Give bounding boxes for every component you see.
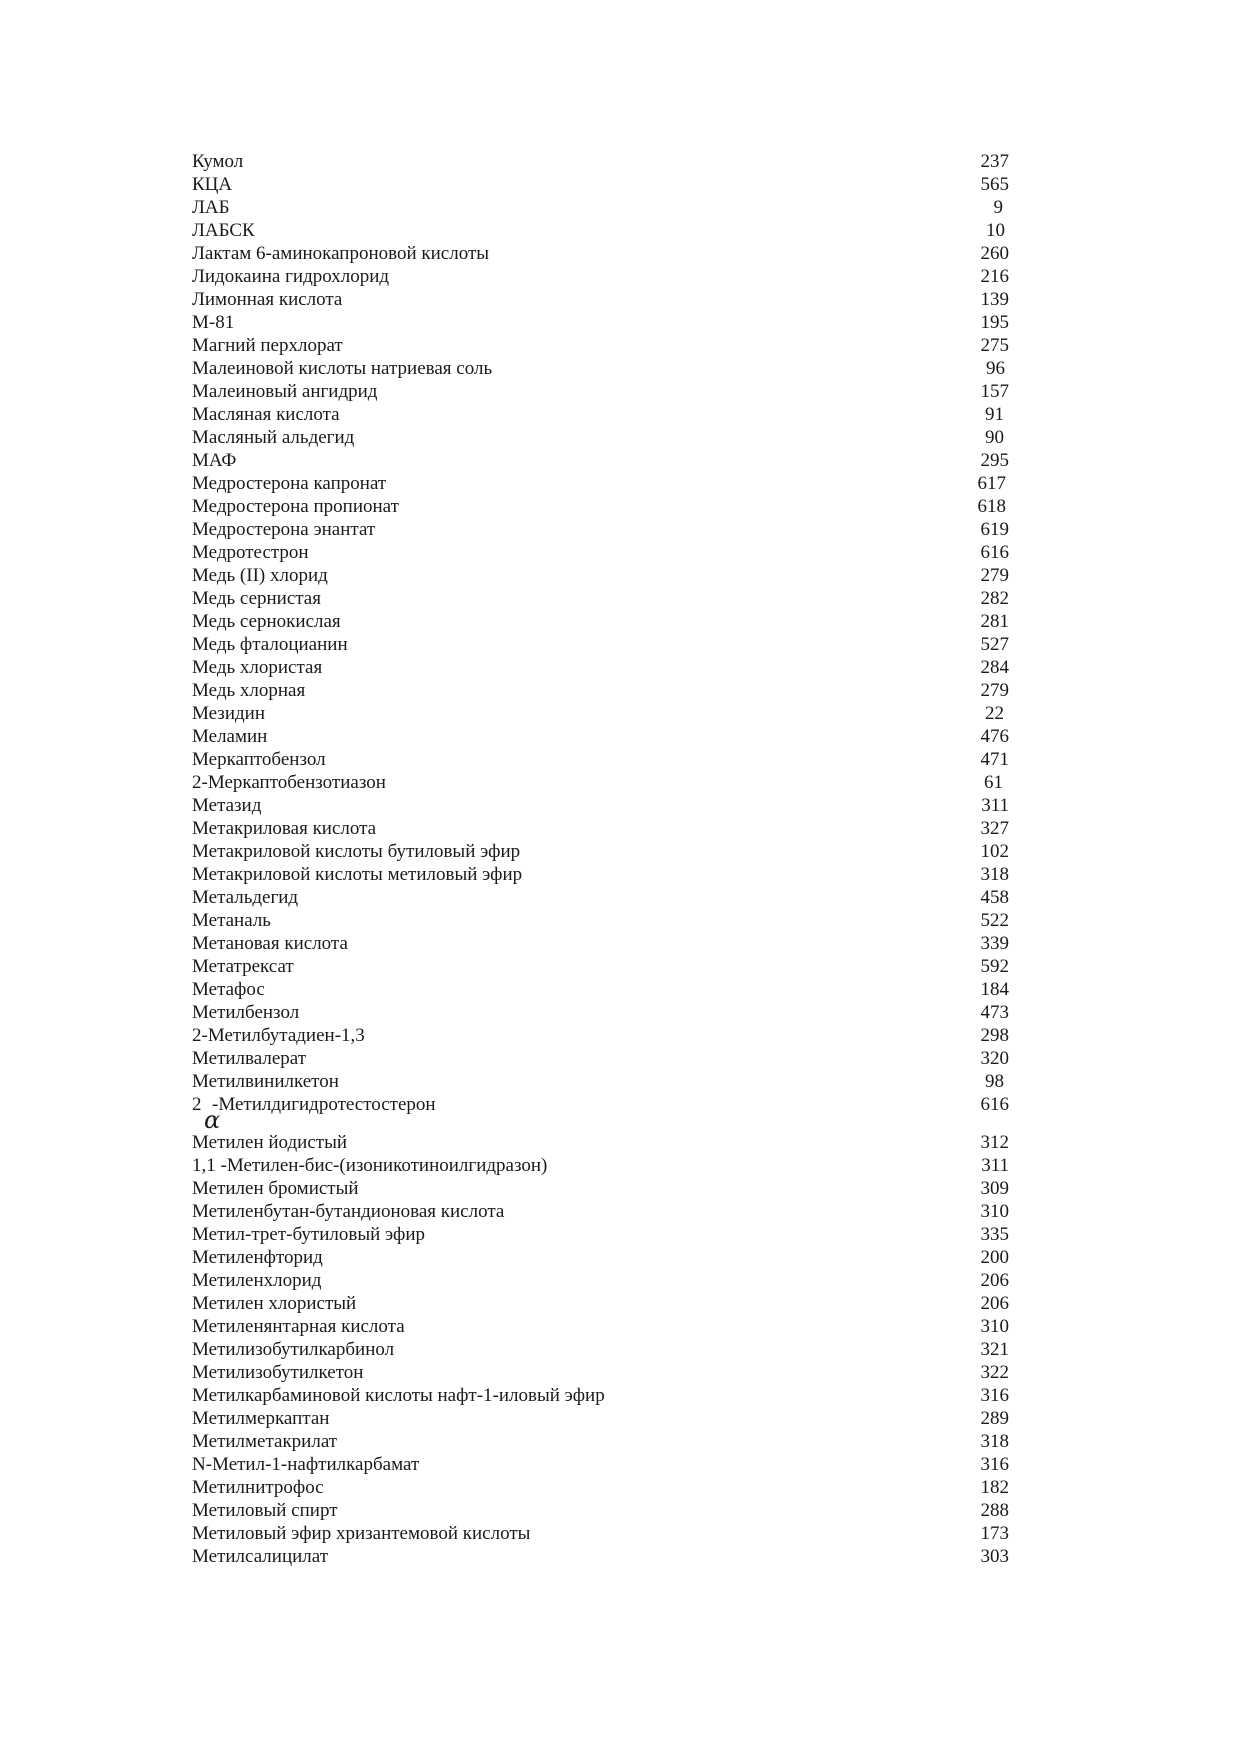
index-list xyxy=(192,150,1022,1568)
index-entry-term: Метилен бромистый xyxy=(192,1178,359,1199)
index-entry-term: Лимонная кислота xyxy=(192,289,343,310)
index-entry-term: Метилизобутилкарбинол xyxy=(192,1339,395,1360)
index-entry-page: 157 xyxy=(980,381,1009,402)
index-entry xyxy=(192,426,1022,449)
index-entry-term: Метилен йодистый xyxy=(192,1132,348,1153)
index-entry xyxy=(192,150,1022,173)
index-entry-page: 471 xyxy=(980,749,1009,770)
index-entry-term: Масляный альдегид xyxy=(192,427,355,448)
index-entry xyxy=(192,173,1022,196)
index-entry xyxy=(192,1269,1022,1292)
index-entry-page: 303 xyxy=(980,1546,1009,1567)
index-entry-term: Метиленянтарная кислота xyxy=(192,1316,405,1337)
index-entry-term xyxy=(192,1093,436,1134)
index-entry-page: 96 xyxy=(986,358,1005,379)
index-entry-term: Медростерона пропионат xyxy=(192,496,399,517)
index-entry-page: 279 xyxy=(980,565,1009,586)
index-entry-page: 91 xyxy=(985,404,1004,425)
index-entry-term: Метил-трет-бутиловый эфир xyxy=(192,1224,426,1245)
index-entry xyxy=(192,518,1022,541)
index-entry-term: Метилметакрилат xyxy=(192,1431,338,1452)
index-entry xyxy=(192,1338,1022,1361)
index-entry-page: 335 xyxy=(980,1224,1009,1245)
index-entry xyxy=(192,840,1022,863)
index-entry xyxy=(192,1545,1022,1568)
index-entry-page: 316 xyxy=(980,1454,1009,1475)
index-entry-page: 311 xyxy=(981,795,1009,816)
index-entry-page: 295 xyxy=(980,450,1009,471)
index-entry-term: Метатрексат xyxy=(192,956,294,977)
index-entry xyxy=(192,725,1022,748)
index-entry-page: 616 xyxy=(980,542,1009,563)
index-entry xyxy=(192,932,1022,955)
index-entry-page: 310 xyxy=(980,1316,1009,1337)
term-prefix: 2 xyxy=(192,1094,202,1115)
index-entry-term: Метилвинилкетон xyxy=(192,1071,339,1092)
index-entry-term: Медростерона энантат xyxy=(192,519,376,540)
index-entry-page: 619 xyxy=(980,519,1009,540)
index-entry xyxy=(192,771,1022,794)
index-entry xyxy=(192,495,1022,518)
index-entry-term: Метальдегид xyxy=(192,887,299,908)
index-entry-page: 206 xyxy=(980,1270,1009,1291)
index-entry-page: 327 xyxy=(980,818,1009,839)
index-entry-term: Метакриловая кислота xyxy=(192,818,377,839)
index-entry-term: Малеиновой кислоты натриевая соль xyxy=(192,358,493,379)
index-entry-page: 616 xyxy=(980,1094,1009,1115)
index-entry xyxy=(192,886,1022,909)
index-entry-page: 309 xyxy=(980,1178,1009,1199)
index-entry-term: Метилвалерат xyxy=(192,1048,307,1069)
index-entry-page: 275 xyxy=(980,335,1009,356)
index-entry-term: Метилизобутилкетон xyxy=(192,1362,364,1383)
index-entry xyxy=(192,288,1022,311)
index-entry-page: 320 xyxy=(980,1048,1009,1069)
index-entry-term: Метилнитрофос xyxy=(192,1477,324,1498)
index-entry xyxy=(192,1131,1022,1154)
index-entry-page: 260 xyxy=(980,243,1009,264)
index-entry-term: Меламин xyxy=(192,726,268,747)
index-entry xyxy=(192,1522,1022,1545)
index-entry-term: Метилмеркаптан xyxy=(192,1408,330,1429)
index-entry xyxy=(192,978,1022,1001)
index-entry-page: 527 xyxy=(980,634,1009,655)
index-entry xyxy=(192,1453,1022,1476)
index-entry-page: 216 xyxy=(980,266,1009,287)
index-entry xyxy=(192,909,1022,932)
index-entry xyxy=(192,656,1022,679)
index-entry-term: Малеиновый ангидрид xyxy=(192,381,378,402)
index-entry xyxy=(192,587,1022,610)
index-entry xyxy=(192,311,1022,334)
index-entry-term: Метилен хлористый xyxy=(192,1293,357,1314)
index-entry-page: 288 xyxy=(980,1500,1009,1521)
index-entry xyxy=(192,564,1022,587)
index-entry-page: 310 xyxy=(980,1201,1009,1222)
index-entry xyxy=(192,1047,1022,1070)
index-entry-term: ЛАБ xyxy=(192,197,230,218)
index-entry-term: Кумол xyxy=(192,151,244,172)
index-entry xyxy=(192,1384,1022,1407)
index-entry-page: 173 xyxy=(980,1523,1009,1544)
index-entry-page: 206 xyxy=(980,1293,1009,1314)
index-entry-page: 282 xyxy=(980,588,1009,609)
index-entry-term: Медротестрон xyxy=(192,542,309,563)
index-entry-term: Медь (II) хлорид xyxy=(192,565,328,586)
index-entry-term: N-Метил-1-нафтилкарбамат xyxy=(192,1454,420,1475)
index-entry xyxy=(192,196,1022,219)
index-entry-term: Метазид xyxy=(192,795,262,816)
index-entry-page: 102 xyxy=(980,841,1009,862)
index-entry-page: 312 xyxy=(980,1132,1009,1153)
index-entry-page: 311 xyxy=(981,1155,1009,1176)
index-entry xyxy=(192,610,1022,633)
index-entry xyxy=(192,1315,1022,1338)
index-entry-page: 289 xyxy=(980,1408,1009,1429)
index-entry-term: Медь сернистая xyxy=(192,588,321,609)
index-entry xyxy=(192,1499,1022,1522)
index-entry xyxy=(192,1001,1022,1024)
index-entry xyxy=(192,794,1022,817)
index-entry xyxy=(192,1024,1022,1047)
index-entry xyxy=(192,955,1022,978)
index-entry-page: 139 xyxy=(980,289,1009,310)
index-entry-term: КЦА xyxy=(192,174,233,195)
index-entry-page: 279 xyxy=(980,680,1009,701)
index-entry-term: Метиловый эфир хризантемовой кислоты xyxy=(192,1523,531,1544)
index-entry-term: Метафос xyxy=(192,979,265,1000)
index-entry xyxy=(192,1292,1022,1315)
index-entry xyxy=(192,242,1022,265)
index-entry-term: Метиленхлорид xyxy=(192,1270,322,1291)
index-entry-page: 318 xyxy=(980,864,1009,885)
index-entry xyxy=(192,1476,1022,1499)
index-entry xyxy=(192,1407,1022,1430)
index-entry-page: 9 xyxy=(993,197,1003,218)
index-entry-term: Лидокаина гидрохлорид xyxy=(192,266,390,287)
index-entry-page: 316 xyxy=(980,1385,1009,1406)
index-entry-term: Метилкарбаминовой кислоты нафт-1-иловый эфир xyxy=(192,1385,605,1406)
index-entry xyxy=(192,449,1022,472)
index-entry-term: 2-Метилбутадиен-1,3 xyxy=(192,1025,365,1046)
index-entry xyxy=(192,1093,1022,1134)
index-entry-term: Медь фталоцианин xyxy=(192,634,348,655)
alpha-symbol: α xyxy=(204,1106,221,1134)
index-entry-term: Магний перхлорат xyxy=(192,335,343,356)
index-entry xyxy=(192,472,1022,495)
index-entry-term: Метилсалицилат xyxy=(192,1546,329,1567)
index-entry xyxy=(192,357,1022,380)
index-entry-page: 618 xyxy=(977,496,1006,517)
index-entry-page: 22 xyxy=(985,703,1004,724)
index-entry-term: М-81 xyxy=(192,312,235,333)
index-entry xyxy=(192,1070,1022,1093)
index-entry-page: 98 xyxy=(985,1071,1004,1092)
index-entry-term: Медь сернокислая xyxy=(192,611,341,632)
index-entry-term: Мезидин xyxy=(192,703,265,724)
index-entry xyxy=(192,1430,1022,1453)
index-entry-page: 200 xyxy=(980,1247,1009,1268)
index-entry-term: МАФ xyxy=(192,450,237,471)
index-entry-term: Метакриловой кислоты метиловый эфир xyxy=(192,864,523,885)
index-entry-page: 476 xyxy=(980,726,1009,747)
index-entry xyxy=(192,219,1022,242)
index-entry-page: 184 xyxy=(980,979,1009,1000)
index-entry-term: ЛАБСК xyxy=(192,220,255,241)
index-entry xyxy=(192,1177,1022,1200)
index-entry-page: 182 xyxy=(980,1477,1009,1498)
index-entry-page: 284 xyxy=(980,657,1009,678)
index-entry-page: 322 xyxy=(980,1362,1009,1383)
index-entry-term: 1,1 -Метилен-бис-(изоникотиноилгидразон) xyxy=(192,1155,548,1176)
index-entry xyxy=(192,1200,1022,1223)
index-entry-term: Меркаптобензол xyxy=(192,749,326,770)
index-entry-page: 298 xyxy=(980,1025,1009,1046)
index-entry-page: 281 xyxy=(980,611,1009,632)
index-entry xyxy=(192,679,1022,702)
index-entry-page: 339 xyxy=(980,933,1009,954)
index-entry xyxy=(192,1361,1022,1384)
index-entry-term: Лактам 6-аминокапроновой кислоты xyxy=(192,243,490,264)
index-entry-term: Метилбензол xyxy=(192,1002,300,1023)
term-text: -Метилдигидротестостерон xyxy=(212,1094,436,1115)
index-entry-term: Метиленбутан-бутандионовая кислота xyxy=(192,1201,505,1222)
index-entry-term: Медь хлорная xyxy=(192,680,306,701)
index-entry xyxy=(192,334,1022,357)
index-entry-page: 565 xyxy=(980,174,1009,195)
index-entry-term: Метакриловой кислоты бутиловый эфир xyxy=(192,841,521,862)
index-entry xyxy=(192,702,1022,725)
index-entry xyxy=(192,748,1022,771)
index-entry xyxy=(192,863,1022,886)
index-entry-page: 237 xyxy=(980,151,1009,172)
index-entry xyxy=(192,1154,1022,1177)
index-entry-page: 592 xyxy=(980,956,1009,977)
index-entry xyxy=(192,1246,1022,1269)
index-entry-term: Медростерона капронат xyxy=(192,473,387,494)
index-entry-term: Метаналь xyxy=(192,910,271,931)
index-entry xyxy=(192,1223,1022,1246)
index-entry-page: 522 xyxy=(980,910,1009,931)
index-entry xyxy=(192,265,1022,288)
index-entry-page: 90 xyxy=(985,427,1004,448)
index-entry-page: 321 xyxy=(980,1339,1009,1360)
index-entry-term: Метиленфторид xyxy=(192,1247,323,1268)
index-entry xyxy=(192,403,1022,426)
index-entry xyxy=(192,633,1022,656)
index-entry-term: Медь хлористая xyxy=(192,657,323,678)
index-entry-page: 318 xyxy=(980,1431,1009,1452)
index-entry xyxy=(192,817,1022,840)
index-entry-term: Масляная кислота xyxy=(192,404,340,425)
index-entry-term: Метановая кислота xyxy=(192,933,348,954)
index-entry xyxy=(192,541,1022,564)
index-entry-page: 61 xyxy=(984,772,1003,793)
index-entry-page: 458 xyxy=(980,887,1009,908)
index-entry xyxy=(192,380,1022,403)
index-entry-page: 473 xyxy=(980,1002,1009,1023)
index-entry-term: Метиловый спирт xyxy=(192,1500,338,1521)
index-entry-page: 617 xyxy=(977,473,1006,494)
index-entry-page: 10 xyxy=(986,220,1005,241)
index-entry-term: 2-Меркаптобензотиазон xyxy=(192,772,386,793)
index-entry-page: 195 xyxy=(980,312,1009,333)
